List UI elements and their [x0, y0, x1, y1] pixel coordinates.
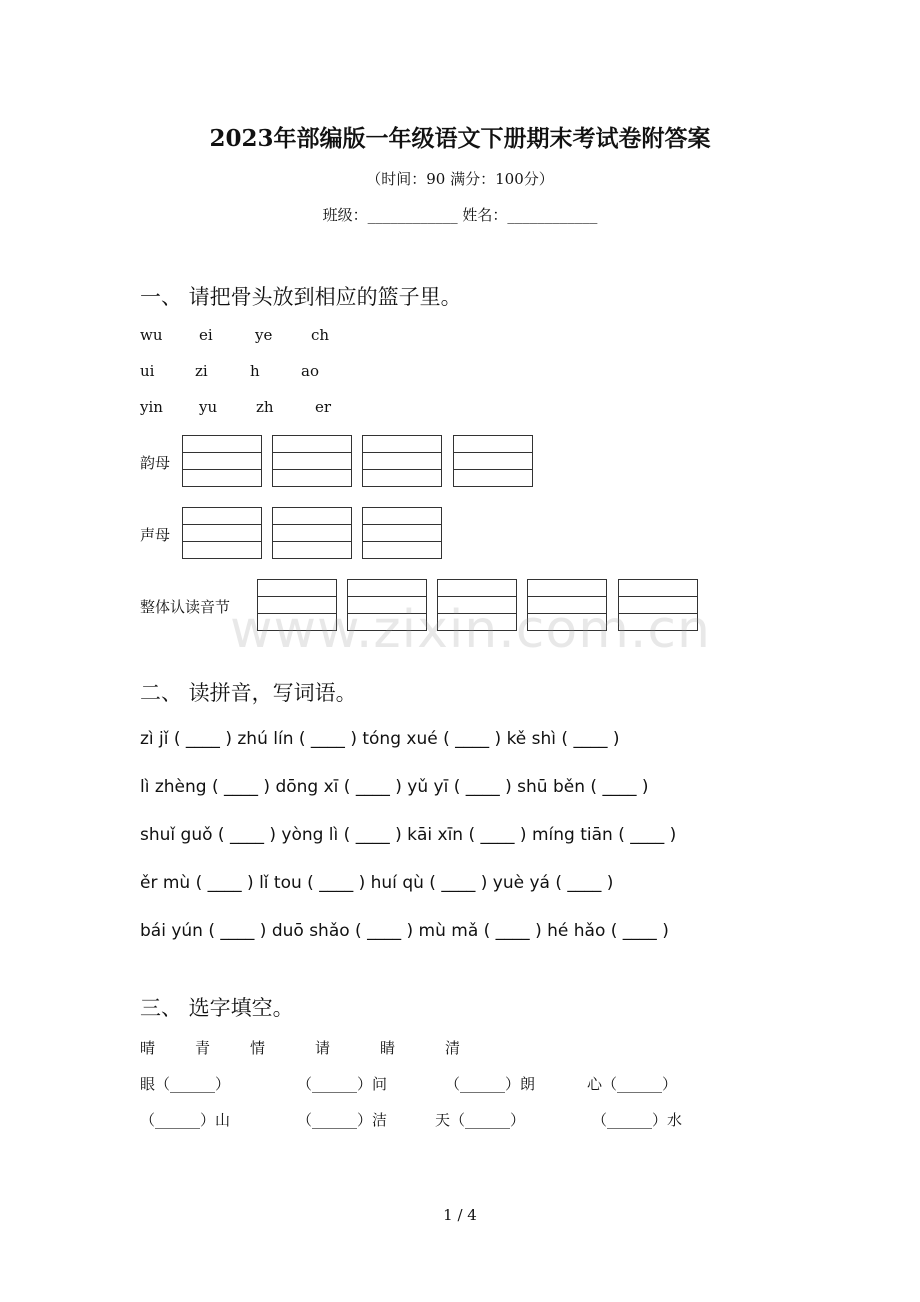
char-choice: 情 — [250, 1039, 266, 1057]
page-title: 2023年部编版一年级语文下册期末考试卷附答案 — [209, 125, 711, 152]
char-choice: 清 — [445, 1039, 461, 1057]
pinyin-item: zh — [256, 398, 274, 416]
char-choice: 青 — [195, 1039, 211, 1057]
pinyin-word-line: zì jǐ ( ____ ) zhú lín ( ____ ) tóng xué ( ____ ) kě shì ( ____ ) — [140, 729, 620, 749]
pinyin-word-line: shuǐ guǒ ( ____ ) yòng lì ( ____ ) kāi xīn ( ____ ) míng tiān ( ____ ) — [140, 825, 677, 845]
fill-item: （______）水 — [592, 1111, 683, 1129]
student-info: 班级：____________ 姓名：____________ — [322, 206, 598, 224]
fill-item: 眼（______） — [140, 1075, 231, 1093]
four-line-box[interactable] — [362, 435, 442, 487]
yunmu-label: 韵母 — [140, 454, 171, 472]
zhengti-label: 整体认读音节 — [140, 598, 231, 616]
char-choice: 睛 — [380, 1039, 396, 1057]
fill-item: 天（______） — [435, 1111, 526, 1129]
pinyin-word-line: ěr mù ( ____ ) lǐ tou ( ____ ) huí qù ( ____ ) yuè yá ( ____ ) — [140, 873, 614, 893]
four-line-box[interactable] — [272, 507, 352, 559]
fill-line — [140, 1109, 682, 1130]
pinyin-row — [140, 362, 319, 380]
fill-item: （______）洁 — [297, 1111, 388, 1129]
char-choices — [140, 1037, 460, 1058]
section3-heading: 三、 选字填空。 — [140, 996, 294, 1020]
pinyin-word-line: lì zhèng ( ____ ) dōng xī ( ____ ) yǔ yī ( ____ ) shū běn ( ____ ) — [140, 777, 649, 797]
four-line-box[interactable] — [182, 435, 262, 487]
section2-heading: 二、 读拼音，写词语。 — [140, 681, 357, 705]
pinyin-item: ao — [301, 362, 319, 380]
pinyin-word-line: bái yún ( ____ ) duō shǎo ( ____ ) mù mǎ ( ____ ) hé hǎo ( ____ ) — [140, 921, 669, 941]
section1-heading: 一、 请把骨头放到相应的篮子里。 — [140, 285, 462, 309]
pinyin-item: h — [250, 362, 260, 380]
pinyin-item: ui — [140, 362, 155, 380]
shengmu-label: 声母 — [140, 526, 171, 544]
pinyin-item: ye — [255, 326, 273, 344]
exam-info: （时间：90 满分：100分） — [366, 170, 554, 188]
four-line-box[interactable] — [453, 435, 533, 487]
pinyin-item: wu — [140, 326, 163, 344]
pinyin-item: ch — [311, 326, 330, 344]
four-line-box[interactable] — [272, 435, 352, 487]
four-line-box[interactable] — [362, 507, 442, 559]
watermark: www.zixin.com.cn — [230, 600, 711, 660]
pinyin-item: yu — [199, 398, 218, 416]
pinyin-item: ei — [199, 326, 213, 344]
pinyin-row — [140, 398, 331, 416]
fill-line — [140, 1073, 677, 1094]
fill-item: （______）问 — [297, 1075, 388, 1093]
fill-item: （______）朗 — [445, 1075, 536, 1093]
page-number: 1 / 4 — [443, 1206, 477, 1224]
pinyin-item: er — [315, 398, 332, 416]
fill-item: 心（______） — [587, 1075, 678, 1093]
four-line-box[interactable] — [182, 507, 262, 559]
char-choice: 请 — [315, 1039, 331, 1057]
pinyin-item: zi — [195, 362, 208, 380]
fill-item: （______）山 — [140, 1111, 231, 1129]
pinyin-item: yin — [140, 398, 163, 416]
char-choice: 晴 — [140, 1039, 156, 1057]
pinyin-row — [140, 326, 329, 344]
